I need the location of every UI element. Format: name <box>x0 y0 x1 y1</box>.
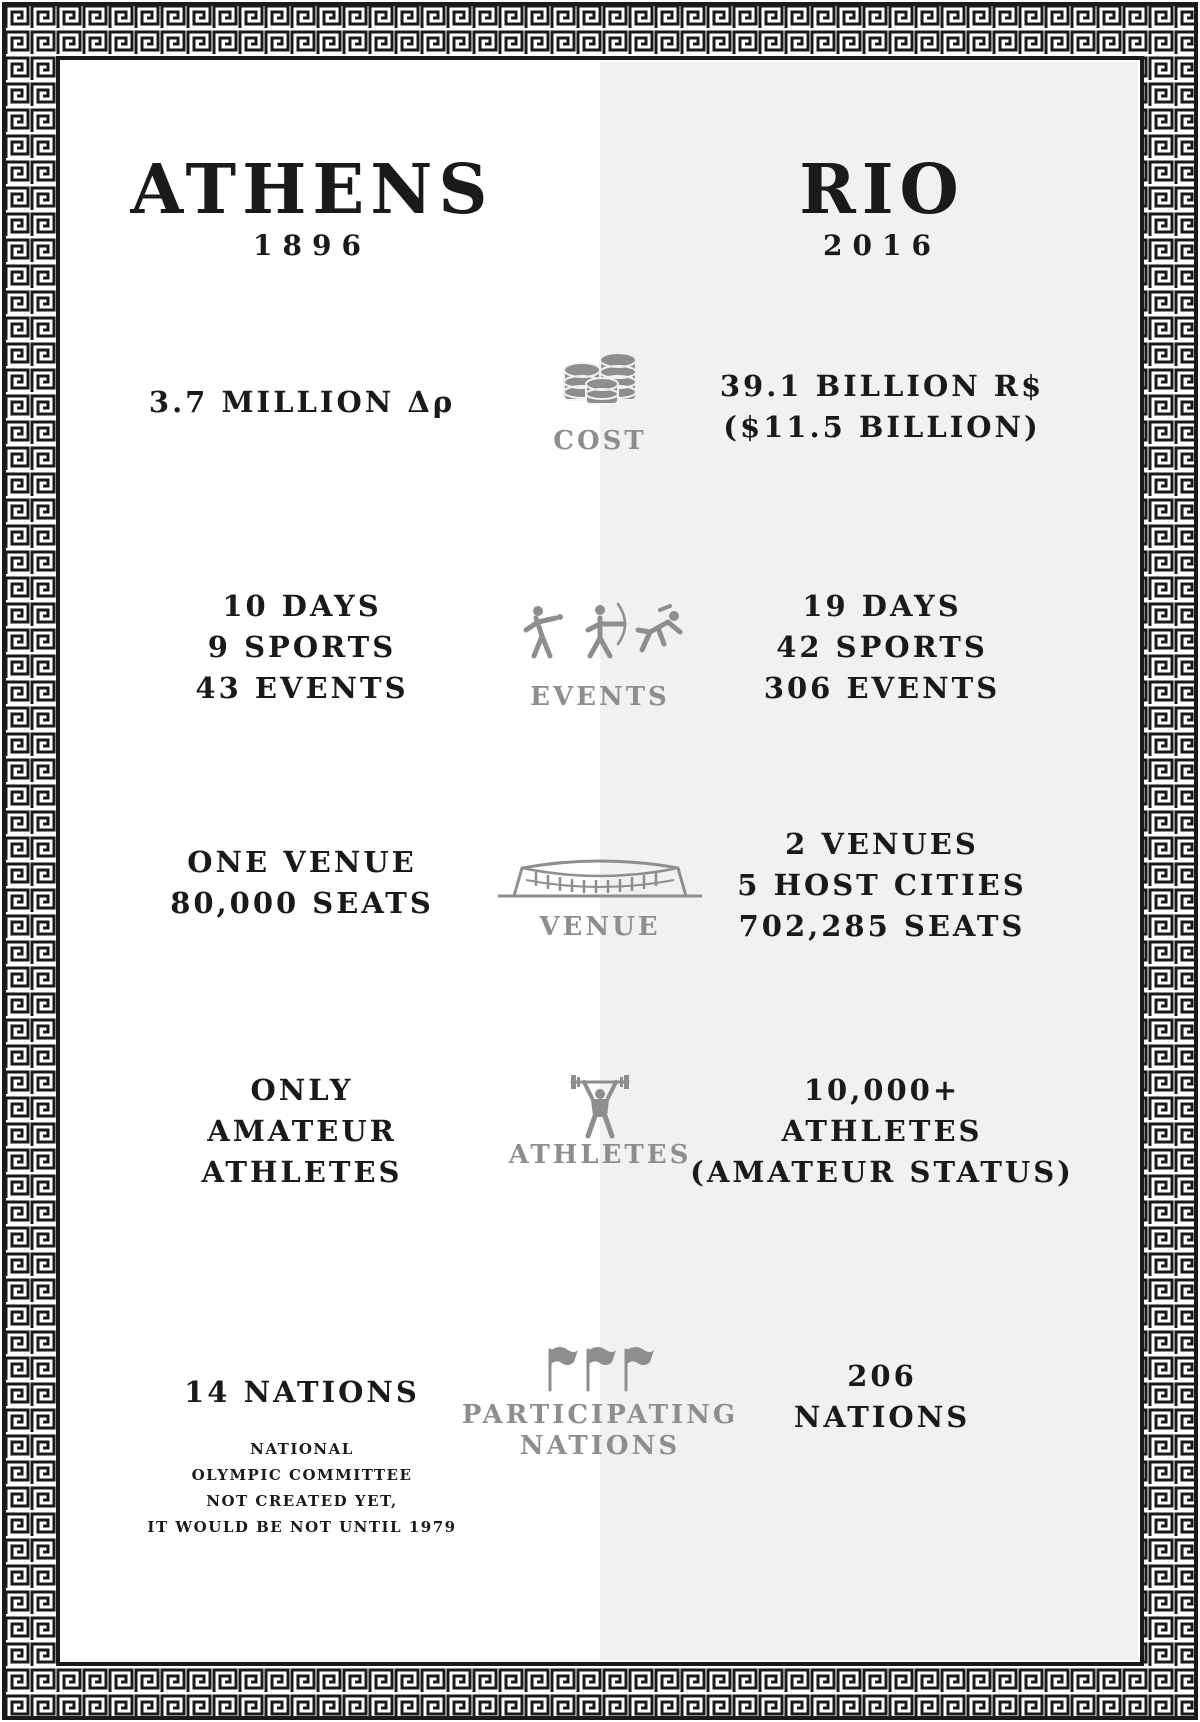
category-cost: COST <box>553 426 647 456</box>
athens-nations-note: NATIONAL OLYMPIC COMMITTEE NOT CREATED YET, IT WOULD BE NOT UNTIL 1979 <box>147 1440 457 1536</box>
weightlifter-icon <box>568 1074 632 1140</box>
rio-nations: 206 NATIONS <box>793 1359 971 1434</box>
athens-venue: ONE VENUE 80,000 SEATS <box>170 845 434 920</box>
athletes-sports-icon <box>520 602 684 662</box>
category-venue: VENUE <box>539 912 661 942</box>
athens-cost: 3.7 MILLION Δρ <box>148 385 456 419</box>
flags-icon <box>544 1342 656 1394</box>
athens-athletes: ONLY AMATEUR ATHLETES <box>201 1073 403 1189</box>
comparison-panel <box>62 62 1138 1660</box>
rio-cost: 39.1 BILLION R$ ($11.5 BILLION) <box>719 369 1045 444</box>
rio-athletes: 10,000+ ATHLETES (AMATEUR STATUS) <box>690 1073 1074 1189</box>
rio-events: 19 DAYS 42 SPORTS 306 EVENTS <box>763 589 1001 705</box>
athens-nations: 14 NATIONS <box>184 1375 420 1409</box>
rio-year: 2016 <box>823 229 941 262</box>
coins-icon <box>562 350 638 406</box>
rio-venue: 2 VENUES 5 HOST CITIES 702,285 SEATS <box>737 827 1027 943</box>
category-participating-nations: PARTICIPATING NATIONS <box>461 1400 739 1461</box>
category-events: EVENTS <box>530 682 670 712</box>
athens-title: ATHENS <box>130 150 494 230</box>
rio-title: RIO <box>799 150 965 230</box>
athens-year: 1896 <box>253 229 371 262</box>
category-athletes: ATHLETES <box>508 1140 692 1170</box>
athens-events: 10 DAYS 9 SPORTS 43 EVENTS <box>195 589 409 705</box>
